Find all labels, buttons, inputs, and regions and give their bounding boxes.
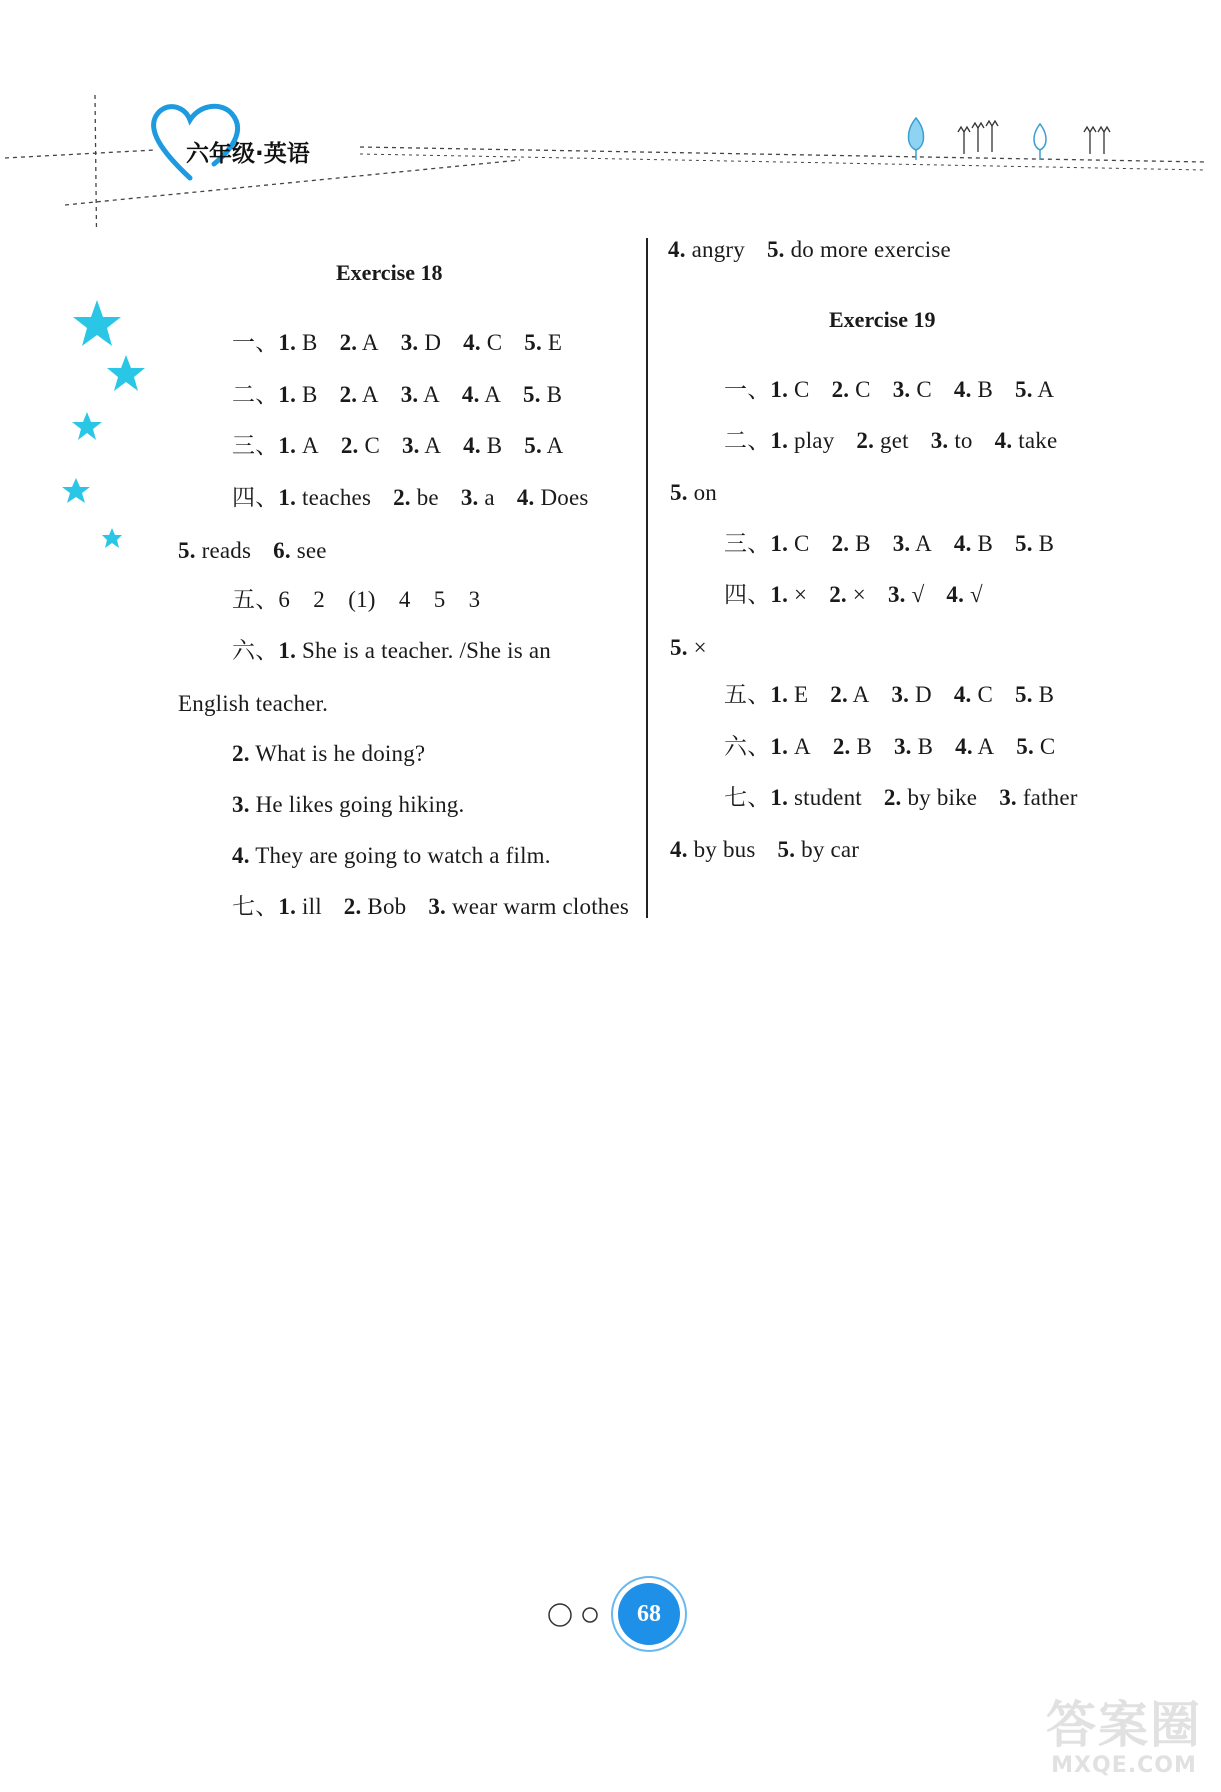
- section-label: 一、: [724, 377, 771, 402]
- answer-text: ×: [693, 635, 707, 660]
- question-number: 1.: [770, 377, 789, 402]
- answer-line: [232, 791, 464, 819]
- question-number: 4.: [668, 237, 686, 262]
- question-number: 5.: [1016, 734, 1034, 759]
- answer-text: A: [361, 382, 379, 407]
- question-number: 3.: [887, 582, 906, 607]
- question-number: 2.: [829, 582, 847, 607]
- question-number: 2.: [343, 894, 362, 919]
- question-number: 5.: [1015, 377, 1033, 402]
- answer-line: [724, 581, 983, 609]
- answer-item: [946, 582, 982, 607]
- watermark: [1039, 1696, 1209, 1786]
- answer-item: [770, 785, 861, 810]
- question-number: 2.: [232, 741, 250, 766]
- stars-decoration: [0, 280, 160, 560]
- answer-item: [232, 741, 425, 766]
- answer-item: [778, 837, 860, 862]
- answer-text: wear warm clothes: [451, 894, 630, 919]
- answer-text: B: [486, 433, 503, 458]
- answer-text: C: [855, 377, 871, 402]
- answer-item: [954, 531, 993, 556]
- answer-item: [461, 485, 495, 510]
- question-number: 1.: [770, 682, 789, 707]
- answer-text: A: [915, 531, 932, 556]
- answer-item: [178, 691, 328, 716]
- exercise-heading: Exercise 18: [336, 260, 443, 285]
- answer-text: A: [424, 433, 442, 458]
- answer-item: [278, 330, 317, 355]
- question-number: 3.: [400, 382, 419, 407]
- question-number: 1.: [278, 638, 297, 663]
- answer-line: [232, 484, 589, 512]
- answer-item: [829, 582, 866, 607]
- answer-text: A: [1037, 377, 1055, 402]
- answer-item: [278, 638, 551, 663]
- answer-text: to: [954, 428, 973, 453]
- answer-text: B: [917, 734, 934, 759]
- answer-item: [770, 531, 809, 556]
- answer-line: [178, 690, 328, 718]
- star-icon: [72, 412, 102, 440]
- answer-text: take: [1018, 428, 1058, 453]
- question-number: 5.: [766, 237, 785, 262]
- answer-item: [178, 538, 251, 563]
- question-number: 2.: [393, 485, 411, 510]
- question-number: 4.: [953, 682, 972, 707]
- question-number: 3.: [893, 734, 912, 759]
- page-header-title: 六年级·英语: [186, 141, 310, 167]
- answer-text: C: [794, 377, 810, 402]
- answer-line: [232, 381, 562, 409]
- answer-text: A: [361, 330, 379, 355]
- answer-line: [232, 432, 563, 460]
- answer-item: [670, 635, 707, 660]
- question-number: 3.: [891, 682, 910, 707]
- answer-item: [524, 433, 563, 458]
- answer-text: by bike: [907, 785, 978, 810]
- answer-item: [463, 433, 502, 458]
- answer-item: [832, 531, 871, 556]
- answer-text: A: [423, 382, 440, 407]
- watermark-title: 答案圈: [1046, 1696, 1202, 1754]
- answer-item: [893, 377, 932, 402]
- answer-item: [1015, 682, 1054, 707]
- answer-item: [770, 682, 808, 707]
- question-number: 3.: [400, 330, 419, 355]
- answer-text: English teacher.: [178, 691, 329, 716]
- answer-text: by car: [801, 837, 860, 862]
- answer-item: [830, 682, 869, 707]
- answer-item: [463, 330, 502, 355]
- question-number: 1.: [770, 582, 789, 607]
- answer-text: by bus: [693, 837, 756, 862]
- question-number: 5.: [670, 635, 688, 660]
- answer-item: [278, 382, 317, 407]
- question-number: 4.: [994, 428, 1013, 453]
- answer-item: [428, 894, 629, 919]
- question-number: 3.: [999, 785, 1017, 810]
- answer-text: A: [977, 734, 995, 759]
- page-number: 68: [618, 1583, 680, 1645]
- answer-item: [833, 734, 872, 759]
- answer-text: reads: [201, 538, 252, 563]
- tree-icon: [909, 118, 1047, 160]
- answer-text: He likes going hiking.: [255, 792, 465, 817]
- question-number: 4.: [946, 582, 965, 607]
- question-number: 1.: [278, 382, 297, 407]
- answer-text: C: [364, 433, 380, 458]
- answer-line: [724, 427, 1057, 455]
- answer-item: [1015, 377, 1054, 402]
- answer-line: [724, 376, 1054, 404]
- answer-text: B: [977, 531, 994, 556]
- question-number: 3.: [401, 433, 420, 458]
- section-label: 二、: [724, 428, 771, 453]
- answer-item: [893, 531, 932, 556]
- answer-item: [523, 382, 562, 407]
- question-number: 1.: [770, 531, 789, 556]
- answer-item: [894, 734, 933, 759]
- question-number: 5.: [1015, 682, 1033, 707]
- question-number: 3.: [930, 428, 949, 453]
- answer-item: [999, 785, 1077, 810]
- answer-item: [341, 433, 380, 458]
- question-number: 5.: [670, 480, 688, 505]
- answer-item: [770, 377, 809, 402]
- answer-text: What is he doing?: [255, 741, 426, 766]
- answer-text: D: [424, 330, 442, 355]
- question-number: 4.: [463, 433, 481, 458]
- section-label: 三、: [724, 531, 771, 556]
- answer-text: be: [416, 485, 439, 510]
- answer-line: [670, 479, 717, 507]
- answer-item: [278, 587, 480, 612]
- question-number: 4.: [463, 330, 481, 355]
- answer-item: [278, 894, 321, 919]
- question-number: 3.: [232, 792, 250, 817]
- answer-text: see: [296, 538, 327, 563]
- question-number: 1.: [770, 428, 789, 453]
- answer-item: [517, 485, 589, 510]
- answer-text: father: [1022, 785, 1078, 810]
- answer-item: [401, 382, 440, 407]
- answer-item: [670, 837, 756, 862]
- question-number: 3.: [428, 894, 447, 919]
- question-number: 4.: [516, 485, 535, 510]
- question-number: 2.: [883, 785, 902, 810]
- answer-text: B: [977, 377, 994, 402]
- answer-text: get: [880, 428, 909, 453]
- section-label: 五、: [724, 682, 771, 707]
- question-number: 5.: [523, 382, 541, 407]
- question-number: 3.: [892, 377, 911, 402]
- answer-item: [884, 785, 977, 810]
- answer-line: [178, 537, 327, 565]
- answer-item: [670, 480, 717, 505]
- answer-line: [232, 637, 551, 665]
- section-label: 七、: [232, 894, 279, 919]
- answer-text: A: [852, 682, 870, 707]
- section-label: 五、: [232, 587, 279, 612]
- star-icon: [73, 300, 121, 346]
- star-icon: [107, 355, 145, 391]
- question-number: 2.: [831, 531, 850, 556]
- answer-line: [232, 893, 629, 921]
- answer-item: [1015, 531, 1054, 556]
- answer-item: [770, 582, 807, 607]
- answer-item: [524, 330, 562, 355]
- answer-line: [232, 329, 562, 357]
- question-number: 4.: [953, 531, 972, 556]
- question-number: 5.: [524, 433, 542, 458]
- star-icon: [62, 478, 90, 503]
- question-number: 5.: [777, 837, 796, 862]
- answer-text: B: [855, 531, 871, 556]
- answer-item: [340, 330, 379, 355]
- answer-text: √: [911, 582, 925, 607]
- section-label: 六、: [724, 734, 771, 759]
- answer-item: [668, 237, 745, 262]
- answer-text: do more exercise: [790, 237, 951, 262]
- answer-item: [344, 894, 407, 919]
- answer-line: [724, 530, 1054, 558]
- answer-item: [393, 485, 439, 510]
- question-number: 4.: [232, 843, 250, 868]
- answer-text: B: [1038, 531, 1055, 556]
- answer-item: [954, 682, 993, 707]
- answer-text: E: [547, 330, 563, 355]
- watermark-url: MXQE.COM: [1051, 1753, 1197, 1778]
- answer-line: [668, 236, 951, 264]
- answer-text: B: [1038, 682, 1055, 707]
- question-number: 2.: [832, 734, 851, 759]
- answer-text: on: [693, 480, 718, 505]
- answer-item: [770, 428, 834, 453]
- answer-line: [670, 836, 859, 864]
- answer-item: [767, 237, 951, 262]
- answer-text: a: [484, 485, 495, 510]
- answer-item: [770, 734, 810, 759]
- question-number: 5.: [1015, 531, 1033, 556]
- answer-text: play: [794, 428, 835, 453]
- answer-text: √: [970, 582, 983, 607]
- answer-item: [1016, 734, 1055, 759]
- answer-line: [232, 586, 480, 614]
- question-number: 1.: [278, 485, 297, 510]
- answer-line: [724, 681, 1054, 709]
- answer-text: student: [794, 785, 862, 810]
- question-number: 2.: [339, 382, 358, 407]
- answer-text: B: [302, 382, 318, 407]
- answer-line: [232, 740, 425, 768]
- header-decoration: [0, 0, 1221, 230]
- answer-text: B: [546, 382, 563, 407]
- answer-text: C: [794, 531, 810, 556]
- section-label: 二、: [232, 382, 279, 407]
- question-number: 4.: [953, 377, 972, 402]
- question-number: 4.: [670, 837, 688, 862]
- answer-text: C: [977, 682, 993, 707]
- answer-text: Does: [540, 485, 589, 510]
- answer-item: [995, 428, 1058, 453]
- question-number: 1.: [770, 785, 789, 810]
- exercise-heading: Exercise 19: [829, 307, 936, 332]
- answer-text: ill: [302, 894, 322, 919]
- answer-text: teaches: [302, 485, 372, 510]
- column-divider: [646, 238, 648, 918]
- answer-text: E: [794, 682, 809, 707]
- answer-text: She is a teacher. /She is an: [302, 638, 551, 663]
- question-number: 1.: [278, 330, 297, 355]
- answer-item: [832, 377, 871, 402]
- answer-item: [278, 485, 371, 510]
- answer-item: [232, 792, 464, 817]
- section-label: 三、: [232, 433, 279, 458]
- answer-item: [402, 433, 441, 458]
- question-number: 2.: [340, 433, 359, 458]
- answer-item: [340, 382, 379, 407]
- answer-text: angry: [691, 237, 745, 262]
- answer-text: They are going to watch a film.: [255, 843, 551, 868]
- question-number: 3.: [460, 485, 479, 510]
- question-number: 1.: [278, 433, 297, 458]
- question-number: 2.: [339, 330, 358, 355]
- answer-text: Bob: [367, 894, 407, 919]
- question-number: 3.: [892, 531, 911, 556]
- answer-item: [278, 433, 318, 458]
- answer-text: B: [856, 734, 872, 759]
- answer-line: [232, 842, 551, 870]
- answer-line: [670, 634, 707, 662]
- answer-text: A: [302, 433, 319, 458]
- answer-item: [401, 330, 441, 355]
- question-number: 1.: [770, 734, 789, 759]
- answer-item: [954, 377, 993, 402]
- answer-text: C: [486, 330, 503, 355]
- footer-circles-decoration: [540, 1595, 620, 1635]
- question-number: 1.: [278, 894, 297, 919]
- section-label: 六、: [232, 638, 279, 663]
- question-number: 6.: [273, 538, 291, 563]
- answer-item: [462, 382, 501, 407]
- question-number: 2.: [831, 377, 850, 402]
- answer-text: A: [484, 382, 502, 407]
- question-number: 4.: [955, 734, 973, 759]
- question-number: 5.: [524, 330, 542, 355]
- answer-item: [856, 428, 908, 453]
- section-label: 四、: [724, 582, 771, 607]
- star-icon: [102, 528, 122, 548]
- answer-text: ×: [794, 582, 808, 607]
- answer-text: A: [794, 734, 811, 759]
- answer-text: B: [302, 330, 318, 355]
- question-number: 2.: [856, 428, 875, 453]
- answer-item: [273, 538, 327, 563]
- answer-text: 6 2 (1) 4 5 3: [278, 587, 481, 612]
- answer-line: [724, 733, 1055, 761]
- answer-item: [891, 682, 931, 707]
- answer-text: C: [1039, 734, 1056, 759]
- answer-item: [232, 843, 551, 868]
- answer-text: A: [546, 433, 564, 458]
- answer-text: D: [915, 682, 932, 707]
- answer-text: C: [916, 377, 932, 402]
- section-label: 七、: [724, 785, 771, 810]
- question-number: 2.: [830, 682, 848, 707]
- section-label: 四、: [232, 485, 279, 510]
- answer-item: [955, 734, 994, 759]
- answer-item: [888, 582, 924, 607]
- answer-item: [931, 428, 973, 453]
- question-number: 5.: [178, 538, 196, 563]
- answer-text: ×: [852, 582, 866, 607]
- question-number: 4.: [461, 382, 480, 407]
- answer-line: [724, 784, 1078, 812]
- section-label: 一、: [232, 330, 279, 355]
